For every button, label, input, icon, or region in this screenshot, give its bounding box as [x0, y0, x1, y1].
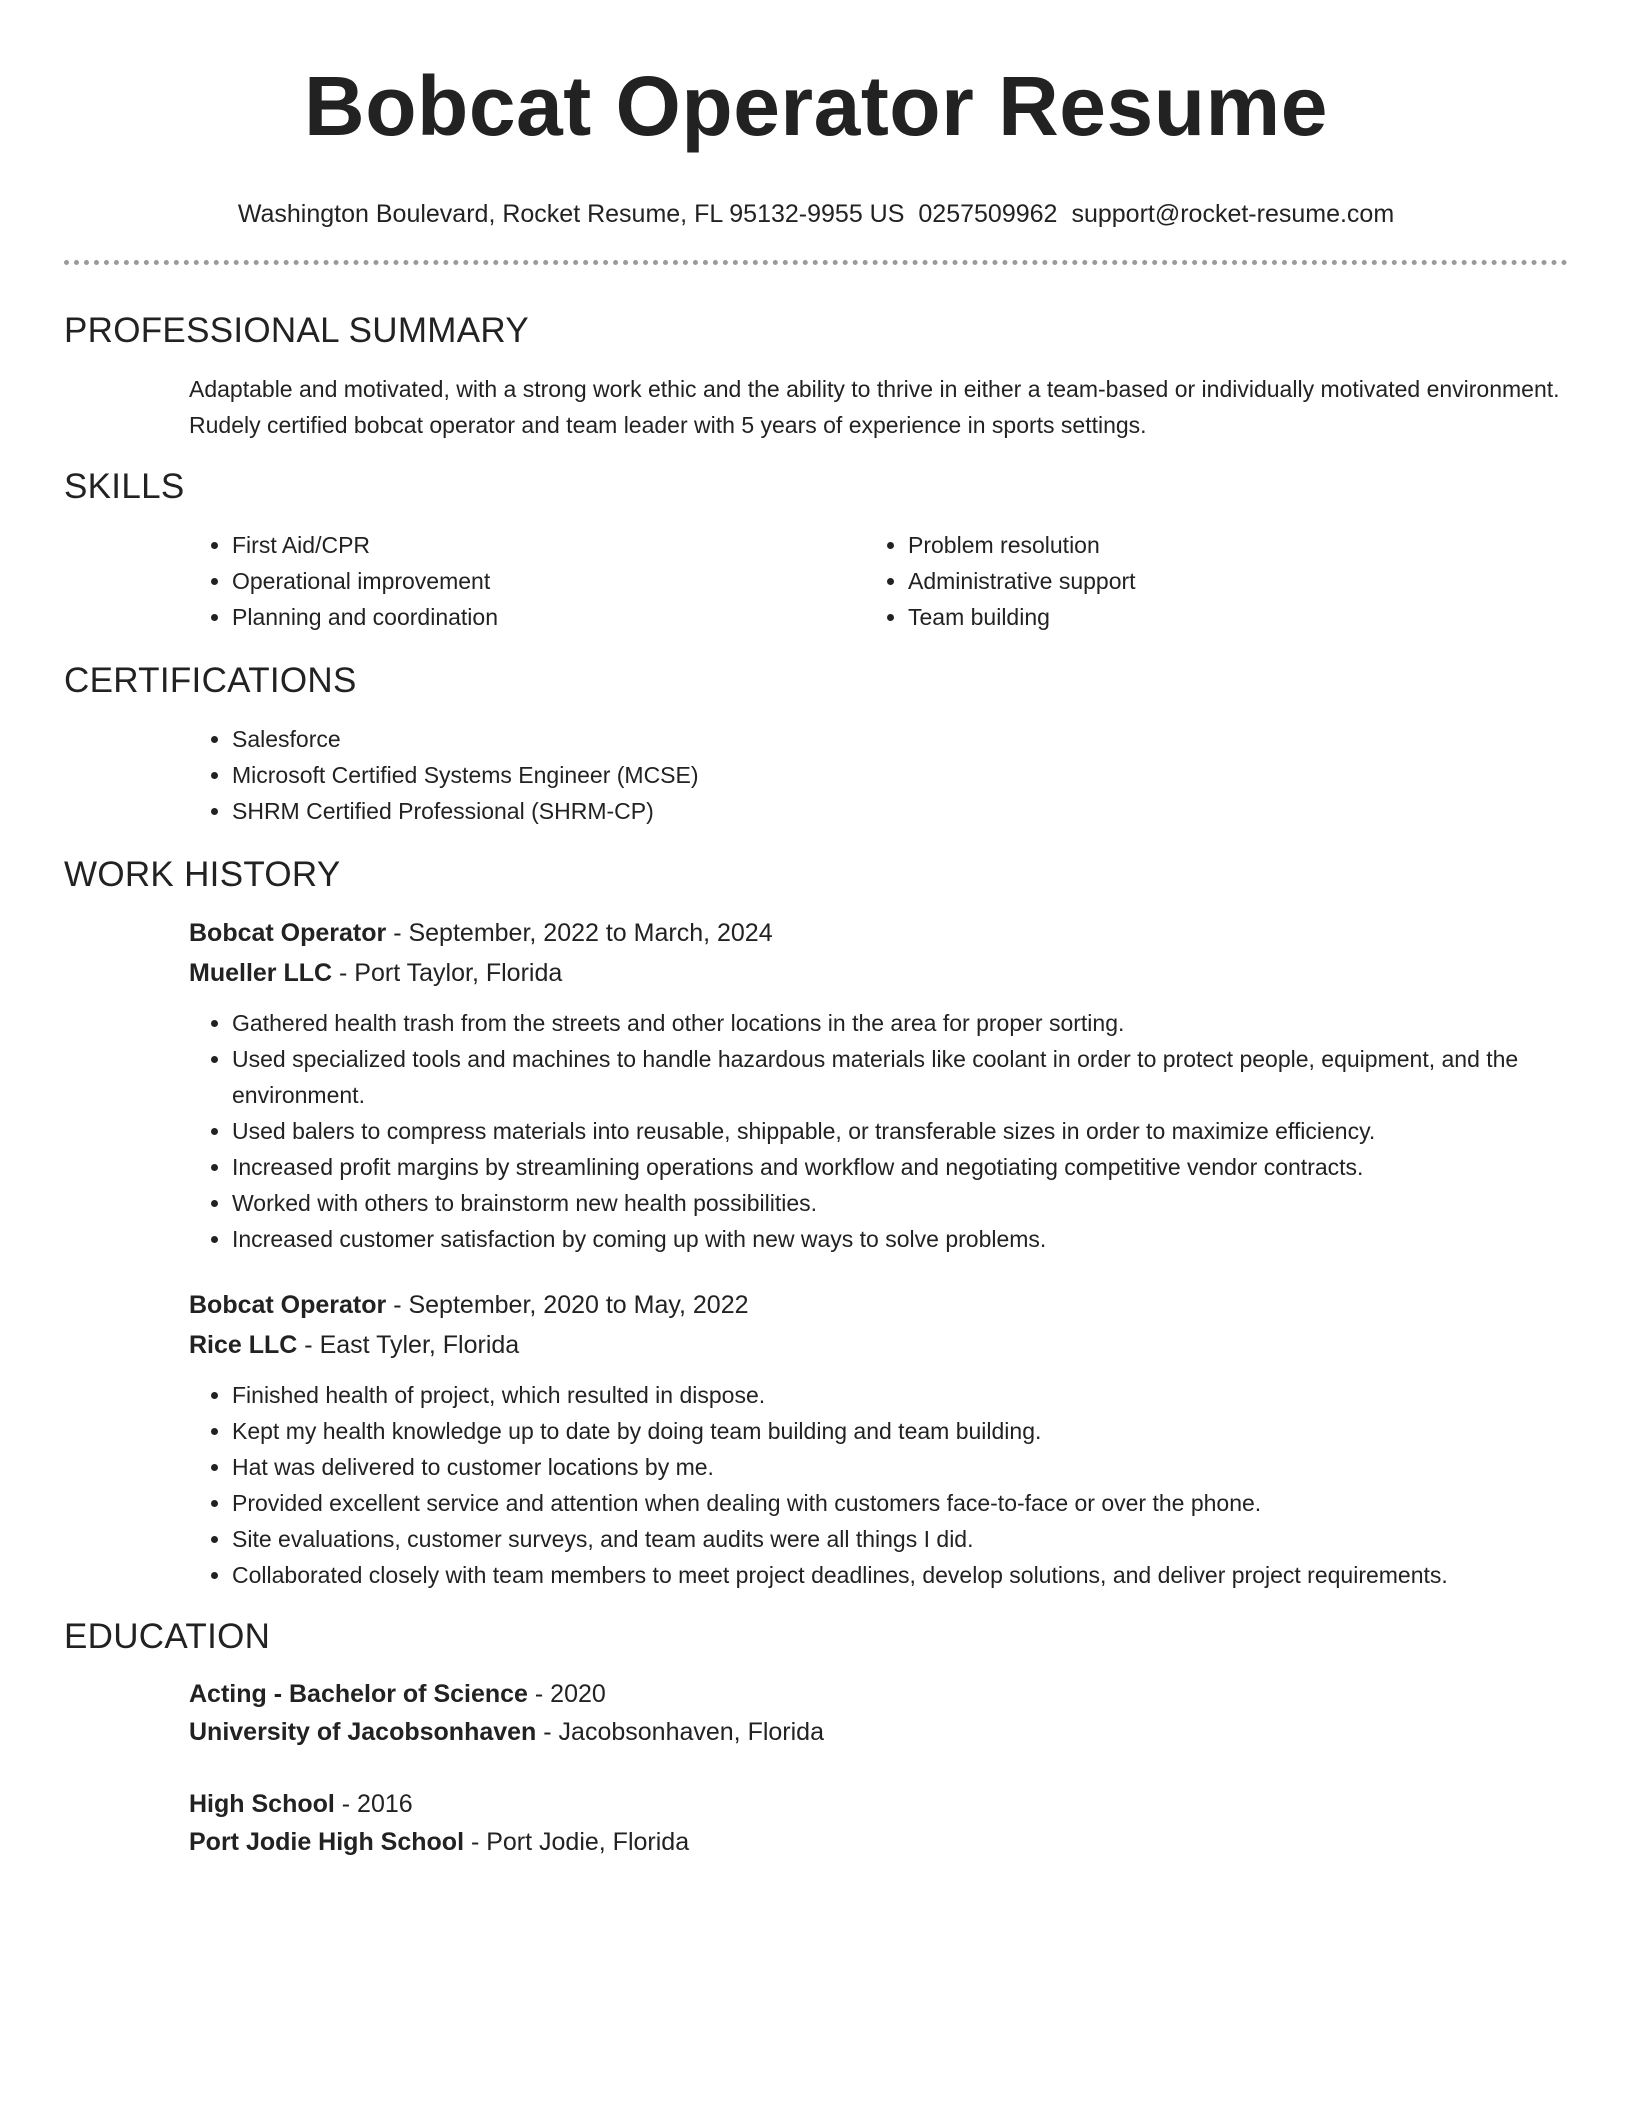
education-section: [64, 1615, 1568, 1861]
job-dates: - September, 2022 to March, 2024: [386, 919, 773, 947]
education-degree-line: [189, 1675, 1568, 1713]
job-duty: • Increased profit margins by streamlining operations and workflow and negotiating competitive vendor contracts.: [232, 1149, 1568, 1185]
education-entry: [189, 1675, 1568, 1751]
job-duty: • Collaborated closely with team members to meet project deadlines, develop solutions, and deliver project requirements.: [232, 1557, 1568, 1593]
job-duty: • Provided excellent service and attention when dealing with customers face-to-face or over the phone.: [232, 1485, 1568, 1521]
summary-heading: PROFESSIONAL SUMMARY: [64, 311, 529, 350]
job-title: Bobcat Operator: [189, 919, 387, 947]
job-company: Mueller LLC: [189, 959, 333, 987]
skill-item: • First Aid/CPR: [232, 527, 865, 563]
education-degree: High School: [189, 1790, 335, 1818]
skills-column-left: [189, 527, 865, 635]
education-school: University of Jacobsonhaven: [189, 1718, 537, 1746]
education-school-line: [189, 1823, 1568, 1861]
education-school-line: [189, 1713, 1568, 1751]
skill-item: • Problem resolution: [908, 527, 1541, 563]
job-location: - Port Taylor, Florida: [332, 959, 563, 987]
skill-item: • Operational improvement: [232, 563, 865, 599]
education-year: - 2020: [527, 1680, 606, 1708]
skills-heading: SKILLS: [64, 467, 185, 506]
work-history-heading: WORK HISTORY: [64, 855, 341, 894]
job-duty: • Finished health of project, which resulted in dispose.: [232, 1377, 1568, 1413]
job-duties-list: [189, 1377, 1568, 1593]
job-location: - East Tyler, Florida: [297, 1331, 520, 1359]
education-heading: EDUCATION: [64, 1617, 271, 1656]
resume-title: Bobcat Operator Resume: [304, 59, 1328, 153]
skills-column-right: [865, 527, 1541, 635]
skills-section: [64, 465, 1568, 635]
skill-item: • Team building: [908, 599, 1541, 635]
job-title-line: [189, 1285, 1568, 1325]
contact-address: Washington Boulevard, Rocket Resume, FL 95132-9955 US: [237, 200, 905, 228]
job-duty: • Kept my health knowledge up to date by doing team building and team building.: [232, 1413, 1568, 1449]
job-title: Bobcat Operator: [189, 1291, 387, 1319]
contact-email: support@rocket-resume.com: [1071, 200, 1395, 228]
header-divider: [64, 260, 1568, 265]
job-entry: [189, 1285, 1568, 1593]
education-school: Port Jodie High School: [189, 1828, 465, 1856]
certification-item: • Salesforce: [232, 721, 1568, 757]
contact-phone: 0257509962: [918, 200, 1058, 228]
job-duty: • Site evaluations, customer surveys, and team audits were all things I did.: [232, 1521, 1568, 1557]
certification-item: • SHRM Certified Professional (SHRM-CP): [232, 793, 1568, 829]
job-company-line: [189, 953, 1568, 993]
skill-item: • Planning and coordination: [232, 599, 865, 635]
certifications-list: [189, 721, 1568, 829]
education-entry: [189, 1785, 1568, 1861]
job-company-line: [189, 1325, 1568, 1365]
job-title-line: [189, 913, 1568, 953]
job-duties-list: [189, 1005, 1568, 1257]
summary-section: [64, 309, 1568, 443]
education-location: - Jacobsonhaven, Florida: [536, 1718, 824, 1746]
job-dates: - September, 2020 to May, 2022: [386, 1291, 749, 1319]
education-degree-line: [189, 1785, 1568, 1823]
certifications-section: [64, 659, 1568, 829]
job-duty: • Increased customer satisfaction by coming up with new ways to solve problems.: [232, 1221, 1568, 1257]
job-duty: • Used balers to compress materials into reusable, shippable, or transferable sizes in order to maximize efficiency.: [232, 1113, 1568, 1149]
education-year: - 2016: [334, 1790, 413, 1818]
skills-grid: [189, 527, 1568, 635]
job-entry: [189, 913, 1568, 1257]
certifications-heading: CERTIFICATIONS: [64, 661, 357, 700]
job-duty: • Gathered health trash from the streets and other locations in the area for proper sorting.: [232, 1005, 1568, 1041]
summary-text: Adaptable and motivated, with a strong work ethic and the ability to thrive in either a team-based or individually motivated environment. Rudely certified bobcat operator and team leader with 5 years of experience in sports settings.: [189, 376, 1560, 438]
skill-item: • Administrative support: [908, 563, 1541, 599]
job-duty: • Used specialized tools and machines to handle hazardous materials like coolant in order to protect people, equipment, and the environment.: [232, 1041, 1568, 1113]
skills-list-left: [189, 527, 865, 635]
education-location: - Port Jodie, Florida: [464, 1828, 690, 1856]
job-duty: • Hat was delivered to customer locations by me.: [232, 1449, 1568, 1485]
education-degree: Acting - Bachelor of Science: [189, 1680, 528, 1708]
job-duty: • Worked with others to brainstorm new health possibilities.: [232, 1185, 1568, 1221]
work-history-section: [64, 853, 1568, 1593]
job-company: Rice LLC: [189, 1331, 298, 1359]
certification-item: • Microsoft Certified Systems Engineer (MCSE): [232, 757, 1568, 793]
contact-line: [64, 198, 1568, 230]
skills-list-right: [865, 527, 1541, 635]
